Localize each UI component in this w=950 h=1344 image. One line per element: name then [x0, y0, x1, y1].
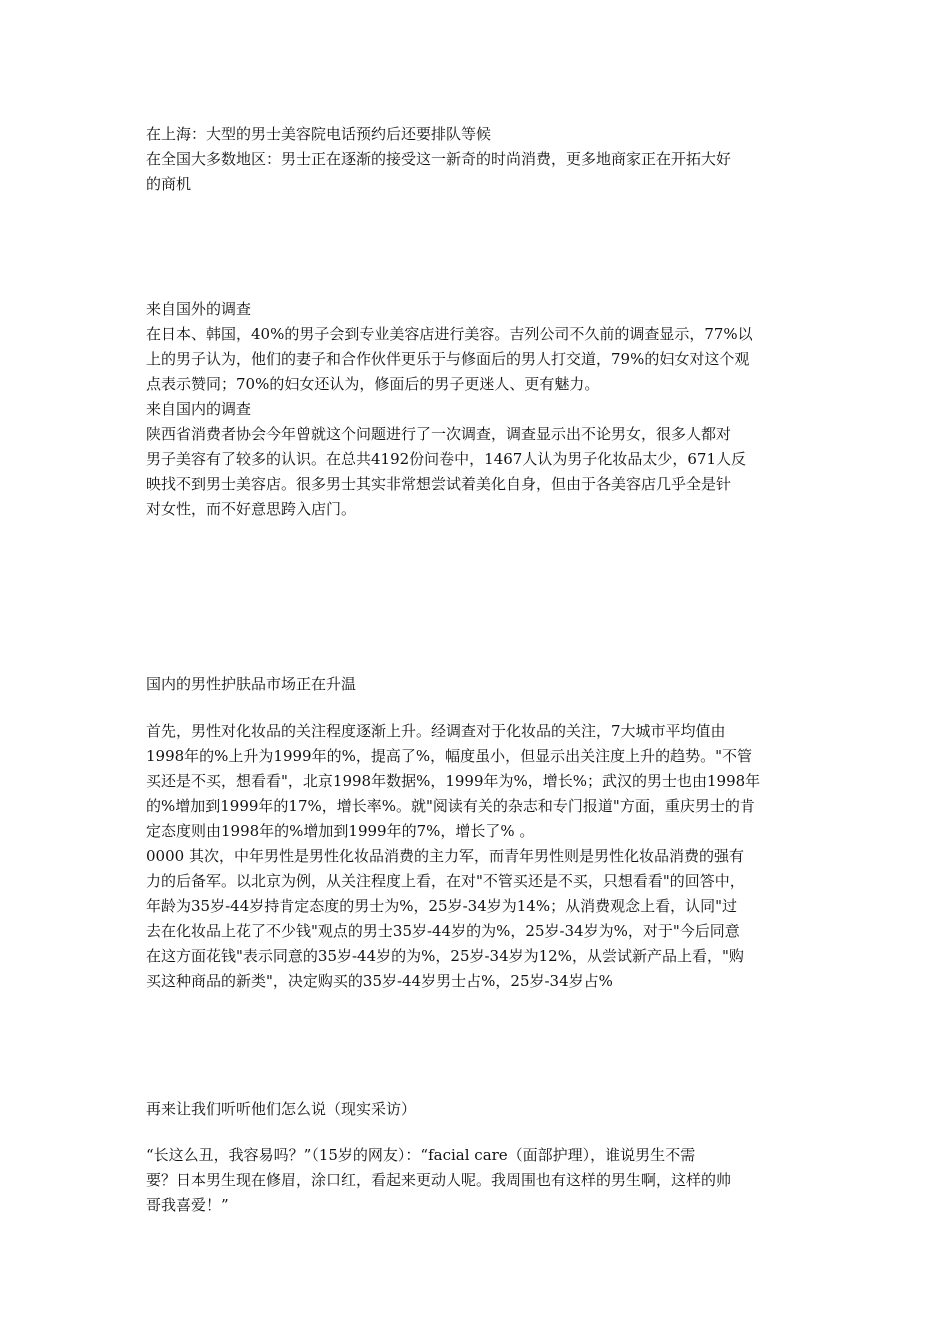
paragraph-line: 定态度则由1998年的%增加到1999年的7%，增长了% 。 — [146, 822, 535, 840]
market-section — [146, 719, 814, 994]
market-heading-block — [146, 672, 814, 697]
paragraph-line: 去在化妆品上花了不少钱"观点的男士35岁-44岁的为%，25岁-34岁为%，对于"今后同意 — [146, 922, 740, 940]
paragraph-line: 的%增加到1999年的17%，增长率%。就"阅读有关的杂志和专门报道"方面，重庆男士的肯 — [146, 797, 755, 815]
paragraph-line: 映找不到男士美容店。很多男士其实非常想尝试着美化自身，但由于各美容店几乎全是针 — [146, 475, 732, 493]
section-heading-interview: 再来让我们听听他们怎么说（现实采访） — [146, 1100, 417, 1118]
quote-line: “长这么丑，我容易吗？”（15岁的网友）：“facial care（面部护理），谁说男生不需 — [146, 1146, 696, 1164]
intro-line: 在上海：大型的男士美容院电话预约后还要排队等候 — [146, 125, 492, 143]
quote-line: 哥我喜爱！” — [146, 1196, 229, 1214]
section-heading-foreign-survey: 来自国外的调查 — [146, 300, 252, 318]
paragraph-line: 首先，男性对化妆品的关注程度逐渐上升。经调查对于化妆品的关注，7大城市平均值由 — [146, 722, 726, 740]
paragraph-line: 陕西省消费者协会今年曾就这个问题进行了一次调查，调查显示出不论男女，很多人都对 — [146, 425, 732, 443]
paragraph-line: 0000 其次，中年男性是男性化妆品消费的主力军，而青年男性则是男性化妆品消费的强有 — [146, 847, 744, 865]
paragraph-line: 上的男子认为，他们的妻子和合作伙伴更乐于与修面后的男人打交道，79%的妇女对这个观 — [146, 350, 750, 368]
paragraph-line: 在日本、韩国，40%的男子会到专业美容店进行美容。吉列公司不久前的调查显示，77%以 — [146, 325, 753, 343]
section-heading-market: 国内的男性护肤品市场正在升温 — [146, 675, 357, 693]
quote-line: 要？日本男生现在修眉，涂口红，看起来更动人呢。我周围也有这样的男生啊，这样的帅 — [146, 1171, 732, 1189]
paragraph-line: 1998年的%上升为1999年的%，提高了%，幅度虽小，但显示出关注度上升的趋势。"不管 — [146, 747, 753, 765]
paragraph-line: 买这种商品的新类"，决定购买的35岁-44岁男士占%，25岁-34岁占% — [146, 972, 613, 990]
interview-section — [146, 1143, 814, 1218]
section-heading-domestic-survey: 来自国内的调查 — [146, 400, 252, 418]
paragraph-line: 在这方面花钱"表示同意的35岁-44岁的为%，25岁-34岁为12%，从尝试新产品上看，"购 — [146, 947, 744, 965]
intro-line: 在全国大多数地区：男士正在逐渐的接受这一新奇的时尚消费，更多地商家正在开拓大好 — [146, 150, 732, 168]
paragraph-line: 对女性，而不好意思跨入店门。 — [146, 500, 357, 518]
paragraph-line: 买还是不买，想看看"，北京1998年数据%，1999年为%，增长%；武汉的男士也由1998年 — [146, 772, 761, 790]
paragraph-line: 男子美容有了较多的认识。在总共4192份问卷中，1467人认为男子化妆品太少，671人反 — [146, 450, 746, 468]
paragraph-line: 点表示赞同；70%的妇女还认为，修面后的男子更迷人、更有魅力。 — [146, 375, 600, 393]
intro-line: 的商机 — [146, 175, 192, 193]
interview-heading-block — [146, 1097, 814, 1122]
paragraph-line: 年龄为35岁-44岁持肯定态度的男士为%，25岁-34岁为14%；从消费观念上看，认同"过 — [146, 897, 737, 915]
intro-section — [146, 122, 814, 197]
paragraph-line: 力的后备军。以北京为例，从关注程度上看，在对"不管买还是不买，只想看看"的回答中， — [146, 872, 745, 890]
survey-section — [146, 297, 814, 522]
